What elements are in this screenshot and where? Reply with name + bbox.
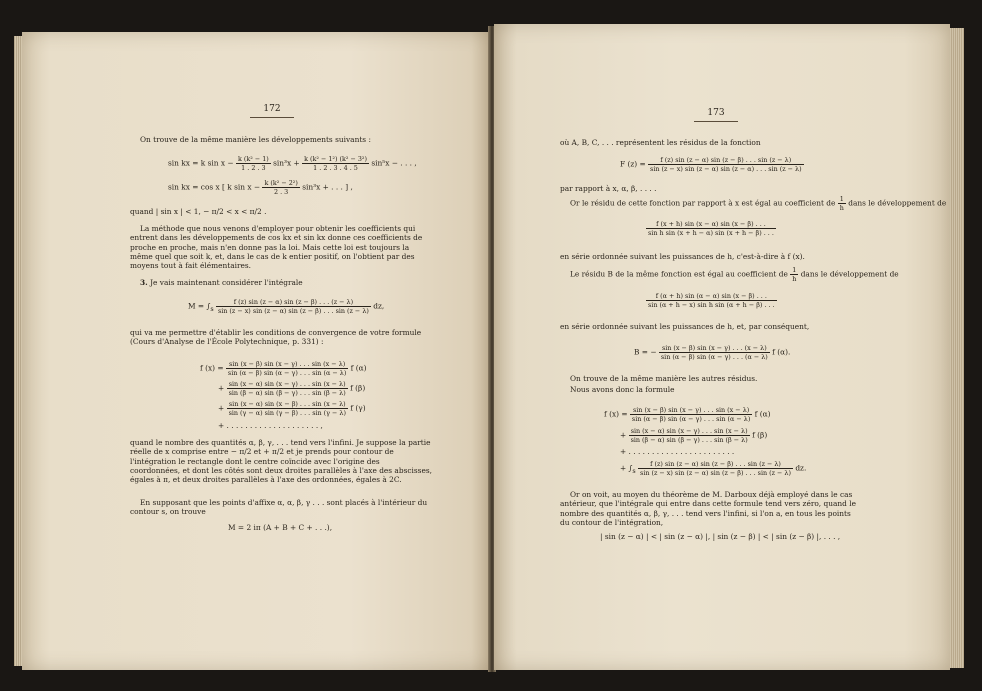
fraction-num: 1: [838, 195, 846, 204]
right-eq-fx-1: [604, 406, 771, 423]
right-eq-fx-2: [620, 427, 767, 444]
eq-plus: +: [218, 383, 225, 393]
eq-text: dz,: [373, 301, 385, 311]
right-para-6: en série ordonnée suivant les puissances de h, et, par conséquent,: [560, 322, 810, 331]
fraction-num: f (z) sin (z − α) sin (z − β) . . . (z − λ): [216, 298, 371, 307]
page-number-rule: [694, 121, 738, 122]
fraction-num: sin (x − β) sin (x − γ) . . . (x − λ): [659, 344, 770, 353]
fraction-num: k (k² − 1²) (k² − 3²): [304, 155, 367, 163]
eq-fraction: [216, 298, 371, 315]
fraction-num: sin (x − β) sin (x − γ) . . . sin (x − λ): [630, 406, 752, 415]
integral-sub: s: [210, 304, 214, 313]
eq-text: sin kx = cos x [ k sin x −: [168, 182, 261, 192]
eq-text: sin³x +: [273, 158, 300, 168]
left-page-number-text: 172: [263, 104, 281, 114]
page-number-rule: [250, 117, 294, 118]
integral-sub: s: [632, 466, 636, 475]
left-condition: quand | sin x | < 1, − π/2 < x < π/2 .: [130, 207, 267, 216]
para-text: Or le résidu de cette fonction par rapport à x est égal au coefficient de: [570, 198, 836, 208]
eq-text: f (x) =: [604, 409, 628, 419]
left-para-4: qui va me permettre d'établir les conditions de convergence de votre formule (Cours d'Analyse de l'École Polytechnique, p. 331) :: [130, 328, 422, 347]
eq-text: f (β): [752, 430, 768, 440]
left-eq-fx-2: [218, 380, 365, 397]
para-text: dans le développement de: [800, 269, 899, 279]
left-eq-fx-3: [218, 400, 366, 417]
eq-fraction: [262, 179, 299, 196]
fraction-den: sin (z − x) sin (z − α) sin (z − β) . . . sin (z − λ): [640, 469, 791, 477]
left-page-number: [242, 104, 302, 118]
right-eq-1: [646, 220, 776, 237]
right-page-edge: [950, 28, 964, 668]
right-para-7: On trouve de la même manière les autres résidus.: [570, 374, 758, 383]
fraction-num: f (z) sin (z − α) sin (z − β) . . . sin (z − λ): [638, 460, 793, 469]
eq-text: B = −: [634, 347, 657, 357]
eq-text: f (β): [350, 383, 366, 393]
eq-text: f (γ): [350, 403, 366, 413]
eq-fraction: [648, 156, 804, 173]
eq-text: f (α): [754, 409, 771, 419]
eq-text: f (x) =: [200, 363, 224, 373]
eq-plus: +: [620, 430, 627, 440]
fraction-den: sin (α − β) sin (α − γ) . . . sin (α − λ): [631, 415, 751, 423]
fraction-den: sin (z − x) sin (z − α) sin (z − β) . . . sin (z − λ): [217, 307, 369, 315]
eq-fraction: [302, 155, 369, 172]
left-para-2: La méthode que nous venons d'employer pour obtenir les coefficients qui entrent dans les développements de cos kx et sin kx donne ces coefficients de proche en proche, mais n'en donne pas la loi. Mais cette loi est toujours la même quel que soit k, et, dans le cas de k entier positif, on l'obtient par des moyens tout à fait élémentaires.: [130, 224, 423, 270]
fraction-num: f (z) sin (z − α) sin (z − β) . . . sin (z − λ): [648, 156, 804, 165]
eq-text: sin³x + . . . ] ,: [302, 182, 353, 192]
eq-text: sin kx = k sin x −: [168, 158, 234, 168]
left-section-3: [140, 278, 303, 287]
fraction-num: k (k² − 1): [237, 155, 269, 163]
eq-text: sin⁵x − . . . ,: [371, 158, 417, 168]
left-para-5: quand le nombre des quantités α, β, γ, . . . tend vers l'infini. Je suppose la partie réelle de x comprise entre − π/2 et + π/2 et je prends pour contour de l'intégration le rectangle dont le centre coïncide avec l'origine des coordonnées, et dont les côtés sont deux droites parallèles à l'axe des abscisses, égales à π, et deux droites parallèles à l'axe des ordonnées, égales à 2C.: [130, 438, 432, 484]
fraction-den: sin (γ − α) sin (γ − β) . . . sin (γ − λ): [228, 409, 346, 417]
left-page: [22, 32, 490, 670]
fraction-den: sin (β − α) sin (β − γ) . . . sin (β − λ): [228, 389, 346, 397]
right-eq-B: [634, 344, 790, 361]
eq-fraction: [236, 155, 271, 172]
fraction-den: h: [839, 204, 844, 212]
eq-fraction: [646, 220, 776, 237]
fraction-den: sin h sin (x + h − α) sin (x + h − β) . . .: [648, 229, 774, 237]
para-text: Le résidu B de la même fonction est égal au coefficient de: [570, 269, 788, 279]
right-eq-F: [620, 156, 804, 173]
fraction-den: sin (α − β) sin (α − γ) . . . (α − λ): [660, 353, 768, 361]
fraction-num: 1: [790, 266, 798, 275]
fraction-num: k (k² − 2²): [264, 179, 298, 187]
left-eq-fx-1: [200, 360, 367, 377]
eq-fraction: [630, 406, 752, 423]
right-page-number: [686, 108, 746, 122]
eq-text: M = ∫: [188, 301, 211, 311]
fraction-den: 1 . 2 . 3: [241, 164, 266, 172]
eq-plus: +: [218, 403, 225, 413]
right-inequalities: | sin (z − α) | < | sin (z − α) |, | sin (z − β) | < | sin (z − β) |, . . . ,: [600, 532, 841, 541]
right-para-3: [570, 195, 946, 212]
eq-fraction: [227, 380, 348, 397]
right-page: [494, 24, 950, 670]
right-para-9: Or on voit, au moyen du théorème de M. Darboux déjà employé dans le cas antérieur, que l'intégrale qui entre dans cette formule tend vers zéro, quand le nombre des quantités α, β, γ, . . . tend vers l'infini, si l'on a, en tous les points du contour de l'intégration,: [560, 490, 856, 527]
right-eq-fx-4: [620, 460, 806, 477]
left-para-1: On trouve de la même manière les développements suivants :: [140, 135, 371, 144]
eq-text: f (α).: [772, 347, 791, 357]
left-eq-sin-kx-cos: [168, 179, 353, 196]
eq-fraction: [226, 360, 348, 377]
section-text: Je vais maintenant considérer l'intégrale: [150, 278, 303, 287]
right-para-8: Nous avons donc la formule: [570, 385, 675, 394]
right-para-1: où A, B, C, . . . représentent les résidus de la fonction: [560, 138, 761, 147]
fraction-den: sin (α − β) sin (α − γ) . . . sin (α − λ): [227, 369, 347, 377]
eq-text: + ∫: [620, 463, 633, 473]
right-eq-2: [646, 292, 777, 309]
right-para-5: [570, 266, 899, 283]
section-number: 3.: [140, 278, 148, 287]
left-eq-M: [188, 298, 384, 315]
eq-text: dz.: [795, 463, 807, 473]
fraction-num: f (α + h) sin (α − α) sin (x − β) . . .: [646, 292, 777, 301]
fraction-num: sin (x − α) sin (x − γ) . . . sin (x − λ): [629, 427, 750, 436]
eq-text: f (α): [350, 363, 367, 373]
fraction-den: 2 . 3: [274, 188, 289, 196]
fraction-num: sin (x − α) sin (x − β) . . . sin (x − λ): [227, 400, 348, 409]
right-para-2: par rapport à x, α, β, . . . .: [560, 184, 657, 193]
fraction-num: sin (x − α) sin (x − γ) . . . sin (x − λ): [227, 380, 348, 389]
eq-fraction: [638, 460, 793, 477]
fraction-den: 1 . 2 . 3 . 4 . 5: [313, 164, 358, 172]
fraction-den: h: [792, 275, 797, 283]
right-eq-fx-3: + . . . . . . . . . . . . . . . . . . . . . . .: [620, 447, 735, 456]
eq-fraction: [629, 427, 750, 444]
fraction-den: sin (α + h − x) sin h sin (α + h − β) . . .: [648, 301, 775, 309]
left-para-6: En supposant que les points d'affixe α, α, β, γ . . . sont placés à l'intérieur du contour s, on trouve: [130, 498, 428, 517]
eq-text: F (z) =: [620, 159, 646, 169]
right-page-number-text: 173: [707, 108, 725, 118]
eq-fraction: [790, 266, 798, 283]
fraction-den: sin (z − x) sin (z − α) sin (z − α) . . . sin (z − λ): [650, 165, 802, 173]
eq-fraction: [659, 344, 770, 361]
fraction-num: f (x + h) sin (x − α) sin (x − β) . . .: [646, 220, 776, 229]
right-para-4: en série ordonnée suivant les puissances de h, c'est-à-dire à f (x).: [560, 252, 805, 261]
eq-fraction: [227, 400, 348, 417]
para-text: dans le développement de: [848, 198, 947, 208]
eq-fraction: [646, 292, 777, 309]
left-eq-fx-4: + . . . . . . . . . . . . . . . . . . . . ,: [218, 421, 323, 430]
left-eq-sin-kx: [168, 155, 417, 172]
fraction-num: sin (x − β) sin (x − γ) . . . sin (x − λ): [226, 360, 348, 369]
left-eq-M2: M = 2 iπ (A + B + C + . . .),: [228, 523, 333, 532]
fraction-den: sin (β − α) sin (β − γ) . . . sin (β − λ): [630, 436, 748, 444]
eq-fraction: [838, 195, 846, 212]
